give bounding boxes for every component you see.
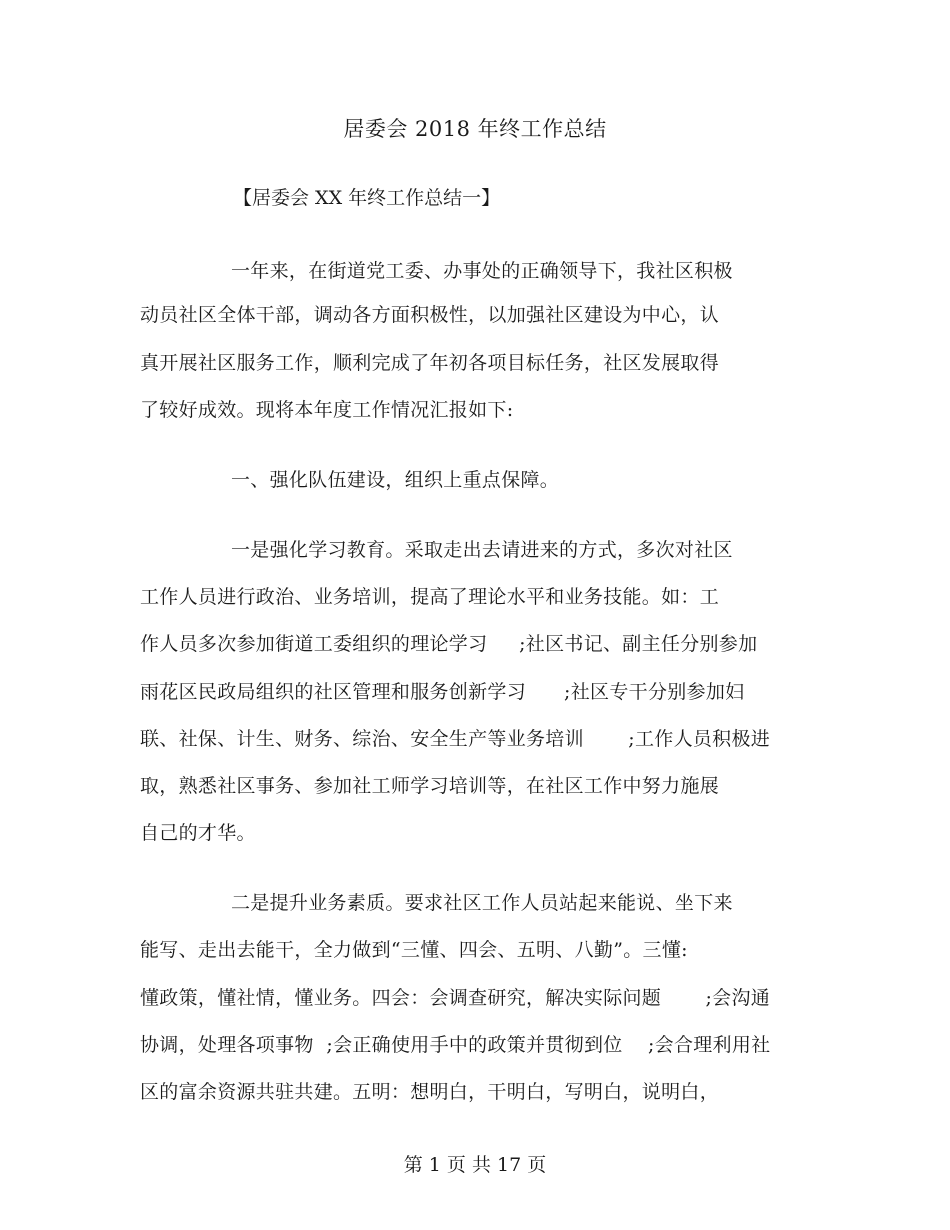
document-subtitle: 【居委会 XX 年终工作总结一】	[233, 187, 501, 209]
paragraph-1-line-2: 动员社区全体干部，调动各方面积极性，以加强社区建设为中心，认	[140, 304, 720, 326]
paragraph-3-line-6: 取，熟悉社区事务、参加社工师学习培训等，在社区工作中努力施展	[140, 775, 720, 797]
paragraph-4-line-4: 协调，处理各项事物 ;会正确使用手中的政策并贯彻到位 ;会合理利用社	[140, 1034, 771, 1056]
paragraph-3-line-1: 一是强化学习教育。采取走出去请进来的方式，多次对社区	[231, 539, 733, 561]
paragraph-3-line-7: 自己的才华。	[140, 822, 256, 844]
paragraph-4-line-5: 区的富余资源共驻共建。五明：想明白，干明白，写明白，说明白，	[140, 1081, 720, 1103]
paragraph-3-line-4: 雨花区民政局组织的社区管理和服务创新学习 ;社区专干分别参加妇	[140, 681, 745, 703]
paragraph-1-line-3: 真开展社区服务工作，顺利完成了年初各项目标任务，社区发展取得	[140, 352, 720, 374]
paragraph-4-line-3: 懂政策，懂社情，懂业务。四会：会调查研究，解决实际问题 ;会沟通	[140, 987, 771, 1009]
section-heading-1: 一、强化队伍建设，组织上重点保障。	[231, 469, 560, 491]
document-title: 居委会 2018 年终工作总结	[343, 117, 607, 141]
paragraph-1-line-4: 了较好成效。现将本年度工作情况汇报如下:	[140, 399, 514, 421]
paragraph-3-line-5: 联、社保、计生、财务、综治、安全生产等业务培训 ;工作人员积极进	[140, 728, 771, 750]
paragraph-4-line-1: 二是提升业务素质。要求社区工作人员站起来能说、坐下来	[231, 892, 733, 914]
paragraph-3-line-3: 作人员多次参加街道工委组织的理论学习 ;社区书记、副主任分别参加	[140, 633, 758, 655]
page-number-footer: 第 1 页 共 17 页	[403, 1154, 547, 1176]
paragraph-1-line-1: 一年来，在街道党工委、办事处的正确领导下，我社区积极	[231, 260, 733, 282]
paragraph-4-line-2: 能写、走出去能干，全力做到“三懂、四会、五明、八勤”。三懂:	[140, 939, 688, 961]
paragraph-3-line-2: 工作人员进行政治、业务培训，提高了理论水平和业务技能。如：工	[140, 586, 720, 608]
